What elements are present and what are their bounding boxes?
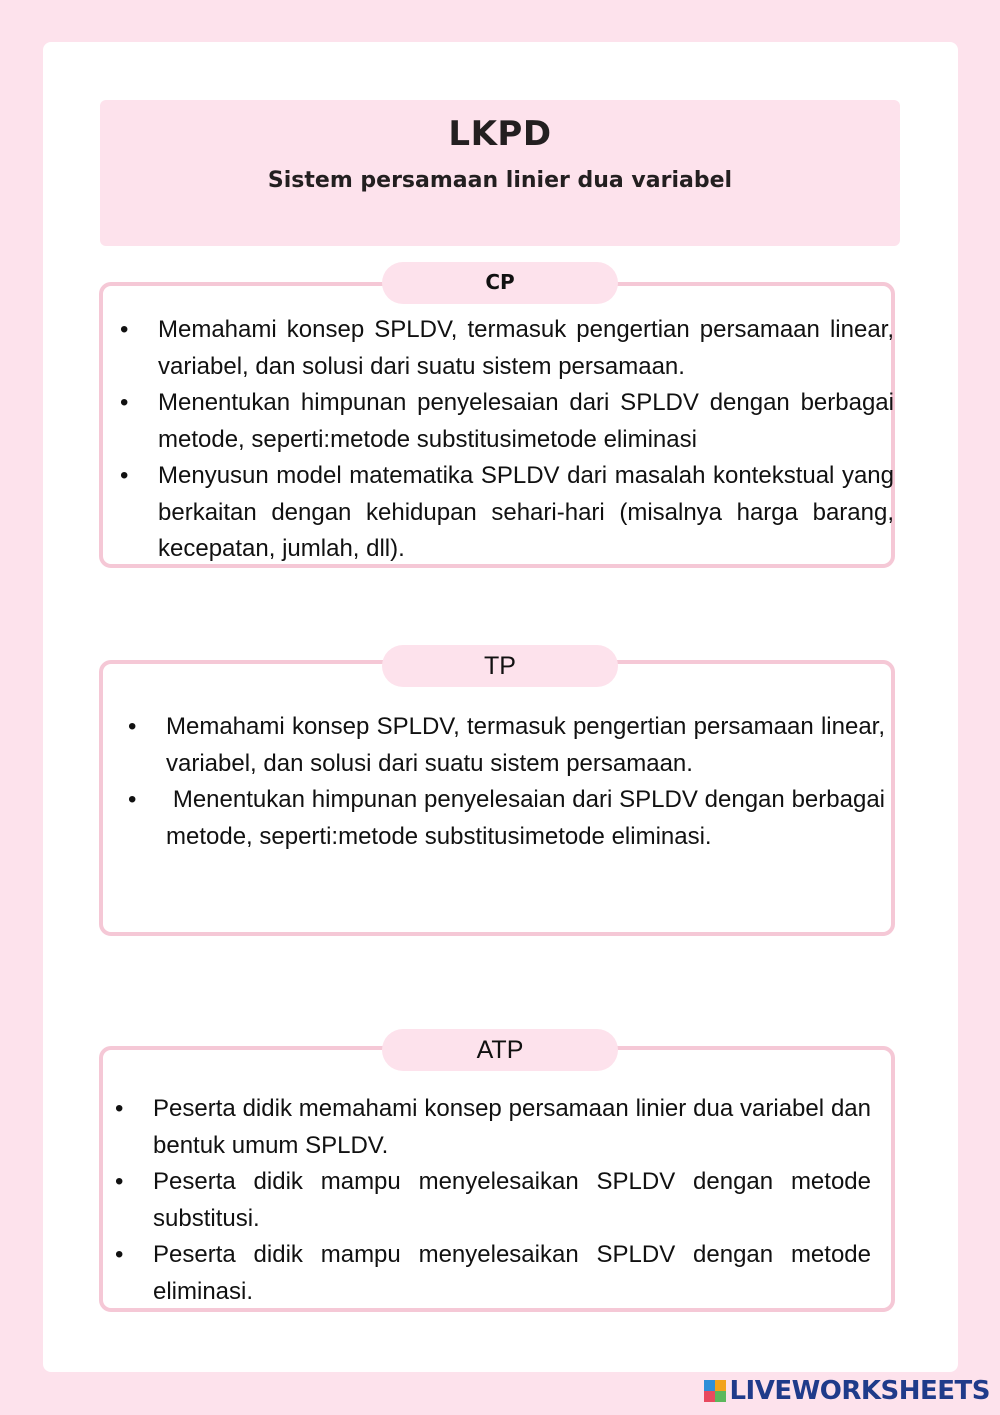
atp-label: ATP [382, 1029, 618, 1071]
logo-square-orange [715, 1380, 726, 1391]
cp-item-3 [120, 458, 894, 568]
bullet-icon: • [120, 316, 129, 343]
logo-square-blue [704, 1380, 715, 1391]
cp-item-2 [120, 385, 894, 458]
tp-item-text: Menentukan himpunan penyelesaian dari SPLDV dengan berbagai metode, seperti:metode substitusimetode eliminasi. [166, 786, 892, 850]
atp-list [115, 1091, 871, 1310]
atp-item-text: Peserta didik mampu menyelesaikan SPLDV dengan metode eliminasi. [153, 1241, 871, 1305]
page-title: LKPD [448, 114, 552, 154]
tp-label: TP [382, 645, 618, 687]
header-banner [100, 100, 900, 246]
tp-item-2 [128, 782, 892, 855]
atp-item-2 [115, 1164, 871, 1237]
logo-square-red [704, 1391, 715, 1402]
bullet-icon: • [128, 713, 137, 740]
cp-item-text: Memahami konsep SPLDV, termasuk pengertian persamaan linear, variabel, dan solusi dari suatu sistem persamaan. [158, 316, 894, 380]
bullet-icon: • [128, 786, 137, 813]
atp-item-text: Peserta didik memahami konsep persamaan linier dua variabel dan bentuk umum SPLDV. [153, 1095, 871, 1159]
tp-list [128, 709, 892, 855]
liveworksheets-brand[interactable] [704, 1376, 990, 1406]
cp-item-1 [120, 312, 894, 385]
liveworksheets-logo-icon [704, 1380, 726, 1402]
bullet-icon: • [120, 389, 129, 416]
atp-item-text: Peserta didik mampu menyelesaikan SPLDV dengan metode substitusi. [153, 1168, 871, 1232]
cp-item-text: Menentukan himpunan penyelesaian dari SPLDV dengan berbagai metode, seperti:metode substitusimetode eliminasi [158, 389, 894, 453]
brand-name: LIVEWORKSHEETS [729, 1376, 990, 1406]
bullet-icon: • [115, 1168, 124, 1195]
atp-item-3 [115, 1237, 871, 1310]
bullet-icon: • [115, 1095, 124, 1122]
bullet-icon: • [115, 1241, 124, 1268]
cp-list [120, 312, 894, 568]
page-subtitle: Sistem persamaan linier dua variabel [267, 168, 733, 193]
cp-item-text: Menyusun model matematika SPLDV dari masalah kontekstual yang berkaitan dengan kehidupan sehari-hari (misalnya harga barang, kecepatan, jumlah, dll). [158, 462, 894, 562]
cp-label: CP [382, 262, 618, 304]
logo-square-green [715, 1391, 726, 1402]
tp-item-1 [128, 709, 885, 782]
atp-item-1 [115, 1091, 871, 1164]
tp-item-text: Memahami konsep SPLDV, termasuk pengertian persamaan linear, variabel, dan solusi dari suatu sistem persamaan. [166, 713, 885, 777]
bullet-icon: • [120, 462, 129, 489]
